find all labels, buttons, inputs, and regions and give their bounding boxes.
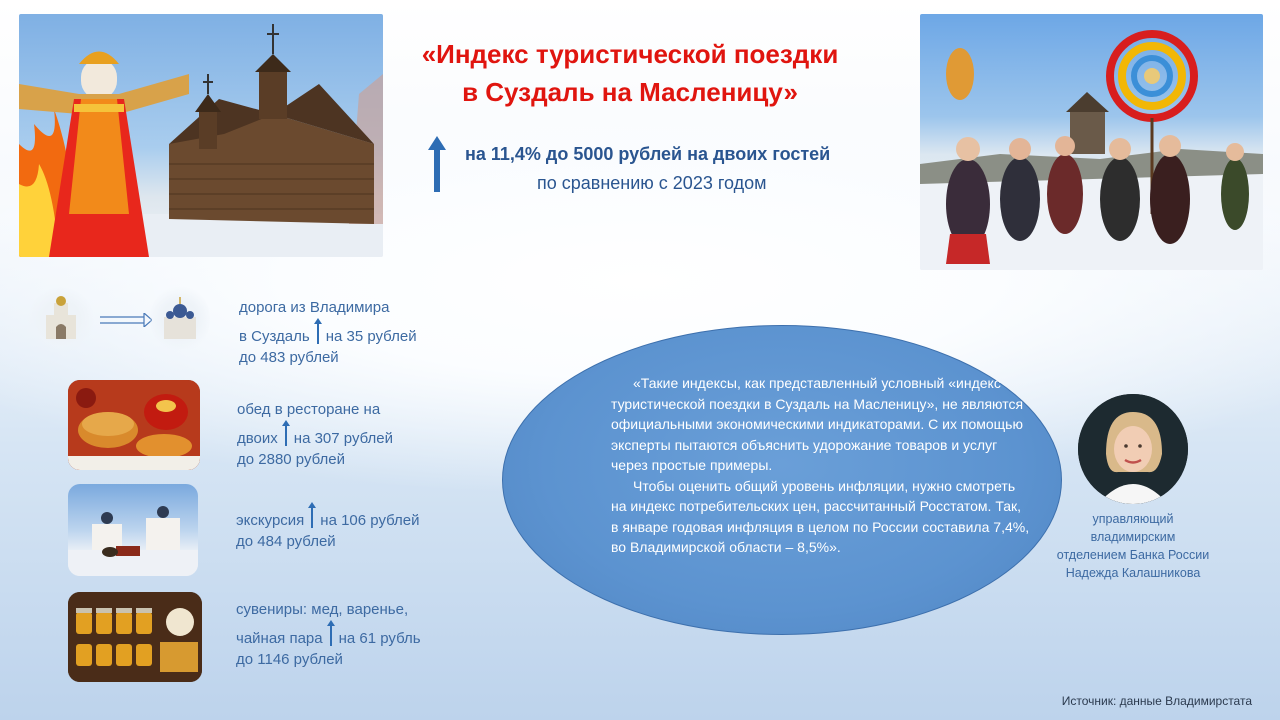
road-cost-text: дорога из Владимира в Суздаль на 35 рублей до 483 рублей [239,299,417,366]
suzdal-kremlin-thumb [150,285,210,353]
up-arrow-icon [326,620,336,646]
speaker-portrait [1078,394,1188,504]
excursion-cost-text: экскурсия на 106 рублей до 484 рублей [236,502,420,552]
speaker-caption: управляющий владимирским отделением Банка России Надежда Калашникова [1056,512,1210,580]
souvenirs-cost-text: сувениры: мед, варенье, чайная пара на 61 рубль до 1146 рублей [236,601,421,668]
maslenitsa-celebration-photo [920,14,1263,270]
lunch-cost-text: обед в ресторане на двоих на 307 рублей до 2880 рублей [237,401,394,468]
up-arrow-icon [281,420,291,446]
up-arrow-icon [428,136,446,192]
honey-jars-thumb [68,592,202,682]
suzdal-winter-thumb [68,484,198,576]
source-note: Источник: данные Владимирстата [1061,694,1252,708]
quote-text: «Такие индексы, как представленный условный «индекс туристической поездки в Суздаль на Масленицу», не являются официальными экономическими индикаторами. С их помощью эксперты пытаются объяснить удорожание товаров и услуг через простые примеры. Чтобы оценить общий уровень инфляции, нужно смотреть на индекс потребительских цен, рассчитанный Росстатом. Так, в январе годовая инфляция в целом по России составила 7,4%, во Владимирской области – 8,5%». [611,375,1030,555]
up-arrow-icon [307,502,317,528]
maslenitsa-church-photo [19,14,383,257]
headline-comparison: по сравнению с 2023 годом [537,173,767,193]
up-arrow-icon [313,318,323,344]
restaurant-food-thumb [68,380,200,470]
route-arrow-icon [100,313,152,327]
page-title: «Индекс туристической поездки в Суздаль на Масленицу» [421,39,839,107]
golden-gate-thumb [28,287,94,353]
headline-increase: на 11,4% до 5000 рублей на двоих гостей [465,144,831,164]
